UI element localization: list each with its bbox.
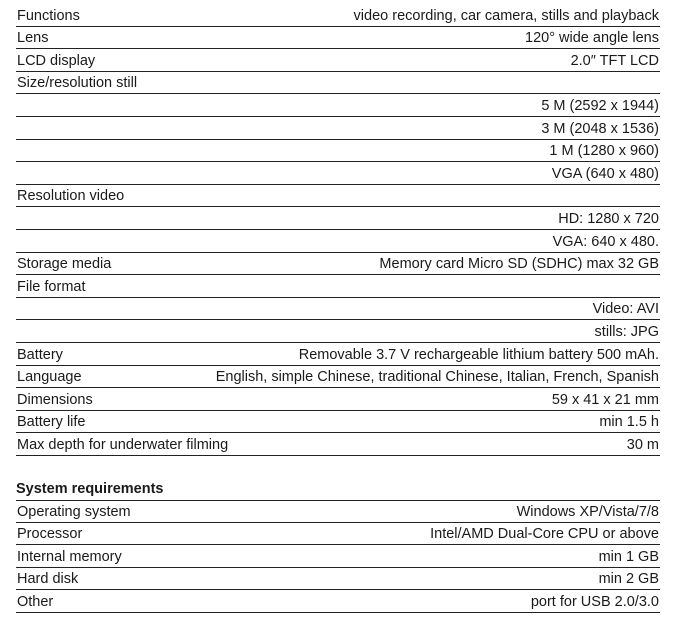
spec-row: [16, 343, 660, 366]
spec-row: [16, 411, 660, 434]
row-value: min 1.5 h: [599, 414, 659, 431]
row-value: VGA (640 x 480): [551, 165, 659, 182]
row-label: Storage media: [17, 256, 112, 273]
row-label: Processor: [17, 526, 83, 543]
row-label: Other: [17, 593, 54, 610]
spec-row: [16, 185, 660, 208]
row-value: 2.0″ TFT LCD: [570, 52, 659, 69]
spec-row: [16, 117, 660, 140]
row-label: Resolution video: [17, 188, 125, 205]
spec-row: [16, 433, 660, 456]
row-value: 5 M (2592 x 1944): [541, 97, 659, 114]
row-label: Operating system: [17, 503, 131, 520]
row-value: Video: AVI: [592, 301, 659, 318]
row-value: VGA: 640 x 480.: [552, 233, 659, 250]
spec-row: [16, 230, 660, 253]
spec-row: [16, 4, 660, 27]
row-label: Functions: [17, 7, 80, 24]
row-value: English, simple Chinese, traditional Chinese, Italian, French, Spanish: [215, 369, 659, 386]
row-value: video recording, car camera, stills and playback: [353, 7, 659, 24]
system-requirements-title: System requirements: [16, 481, 164, 497]
row-value: Removable 3.7 V rechargeable lithium battery 500 mAh.: [298, 346, 659, 363]
row-value: 3 M (2048 x 1536): [541, 120, 659, 137]
row-value: Memory card Micro SD (SDHC) max 32 GB: [379, 256, 659, 273]
system-row: [16, 500, 660, 523]
spec-row: [16, 27, 660, 50]
row-label: Battery: [17, 346, 63, 363]
row-value: 120° wide angle lens: [525, 30, 659, 47]
spec-row: [16, 94, 660, 117]
row-value: stills: JPG: [594, 323, 659, 340]
row-label: Battery life: [17, 414, 86, 431]
row-label: Dimensions: [17, 391, 93, 408]
row-label: LCD display: [17, 52, 96, 69]
spec-row: [16, 366, 660, 389]
row-value: min 1 GB: [598, 548, 659, 565]
row-value: port for USB 2.0/3.0: [530, 593, 659, 610]
row-value: 1 M (1280 x 960): [549, 143, 659, 160]
row-value: HD: 1280 x 720: [558, 210, 659, 227]
spec-row: [16, 388, 660, 411]
system-requirements-table: [16, 500, 660, 613]
row-label: Max depth for underwater filming: [17, 436, 229, 453]
row-label: Internal memory: [17, 548, 122, 565]
spec-row: [16, 298, 660, 321]
row-label: Size/resolution still: [17, 75, 138, 92]
system-row: [16, 523, 660, 546]
row-label: Hard disk: [17, 571, 79, 588]
spec-row: [16, 320, 660, 343]
row-label: Lens: [17, 30, 49, 47]
system-row: [16, 568, 660, 591]
spec-table: [16, 4, 660, 456]
row-value: Intel/AMD Dual-Core CPU or above: [430, 526, 659, 543]
spec-row: [16, 275, 660, 298]
system-row: [16, 545, 660, 568]
spec-row: [16, 49, 660, 72]
row-value: 59 x 41 x 21 mm: [551, 391, 659, 408]
row-label: File format: [17, 278, 86, 295]
row-value: 30 m: [626, 436, 659, 453]
spec-row: [16, 207, 660, 230]
spec-row: [16, 72, 660, 95]
row-label: Language: [17, 369, 82, 386]
system-row: [16, 590, 660, 613]
row-value: min 2 GB: [598, 571, 659, 588]
spec-row: [16, 162, 660, 185]
row-value: Windows XP/Vista/7/8: [516, 503, 659, 520]
spec-row: [16, 253, 660, 276]
spec-row: [16, 140, 660, 163]
